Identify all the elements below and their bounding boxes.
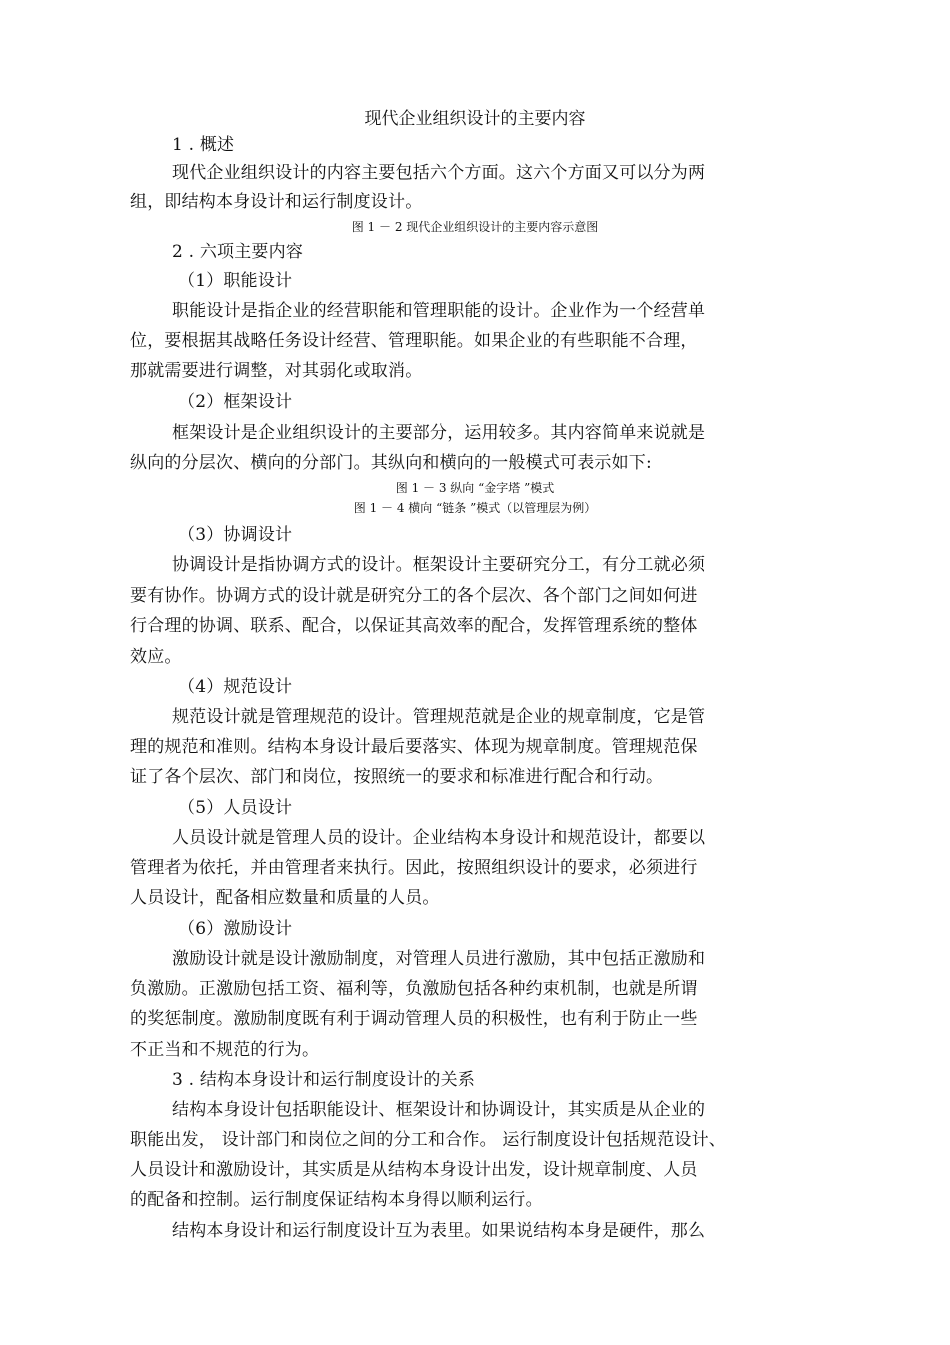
figure-caption-1-2: 图 1 － 2 现代企业组织设计的主要内容示意图 bbox=[351, 220, 599, 234]
paragraph-line: 不正当和不规范的行为。 bbox=[130, 1040, 320, 1060]
paragraph-line: 要有协作。协调方式的设计就是研究分工的各个层次、各个部门之间如何进 bbox=[130, 586, 698, 606]
paragraph-line: 规范设计就是管理规范的设计。管理规范就是企业的规章制度，它是管 bbox=[172, 707, 706, 727]
paragraph-line: 负激励。正激励包括工资、福利等，负激励包括各种约束机制，也就是所谓 bbox=[130, 979, 698, 999]
paragraph-line: 人员设计和激励设计，其实质是从结构本身设计出发，设计规章制度、人员 bbox=[130, 1160, 698, 1180]
paragraph-line: 激励设计就是设计激励制度，对管理人员进行激励，其中包括正激励和 bbox=[172, 949, 706, 969]
paragraph-line: 位，要根据其战略任务设计经营、管理职能。如果企业的有些职能不合理， bbox=[130, 331, 698, 351]
subsection-heading-norms: （4）规范设计 bbox=[178, 677, 293, 697]
document-title: 现代企业组织设计的主要内容 bbox=[364, 109, 586, 129]
paragraph-line: 行合理的协调、联系、配合，以保证其高效率的配合，发挥管理系统的整体 bbox=[130, 616, 698, 636]
figure-caption-1-4: 图 1 － 4 横向 “链条 ”模式（以管理层为例） bbox=[353, 501, 597, 515]
paragraph-line: 人员设计就是管理人员的设计。企业结构本身设计和规范设计，都要以 bbox=[172, 828, 706, 848]
subsection-heading-personnel: （5）人员设计 bbox=[178, 798, 293, 818]
paragraph-line: 职能出发， 设计部门和岗位之间的分工和合作。 运行制度设计包括规范设计、 bbox=[130, 1130, 727, 1150]
paragraph-line: 那就需要进行调整，对其弱化或取消。 bbox=[130, 361, 423, 381]
paragraph-line: 证了各个层次、部门和岗位，按照统一的要求和标准进行配合和行动。 bbox=[130, 767, 664, 787]
section-heading-six-items: 2 . 六项主要内容 bbox=[172, 242, 304, 262]
figure-caption-1-3: 图 1 － 3 纵向 “金字塔 ”模式 bbox=[395, 481, 555, 495]
paragraph-line: 的配备和控制。运行制度保证结构本身得以顺利运行。 bbox=[130, 1190, 543, 1210]
subsection-heading-coordination: （3）协调设计 bbox=[178, 525, 293, 545]
section-heading-overview: 1 . 概述 bbox=[172, 135, 235, 155]
paragraph-line: 现代企业组织设计的内容主要包括六个方面。这六个方面又可以分为两 bbox=[172, 163, 706, 183]
paragraph-line: 职能设计是指企业的经营职能和管理职能的设计。企业作为一个经营单 bbox=[172, 301, 706, 321]
subsection-heading-incentive: （6）激励设计 bbox=[178, 919, 293, 939]
subsection-heading-framework: （2）框架设计 bbox=[178, 392, 293, 412]
paragraph-line: 管理者为依托，并由管理者来执行。因此，按照组织设计的要求，必须进行 bbox=[130, 858, 698, 878]
paragraph-line: 组，即结构本身设计和运行制度设计。 bbox=[130, 192, 423, 212]
paragraph-line: 结构本身设计包括职能设计、框架设计和协调设计，其实质是从企业的 bbox=[172, 1100, 706, 1120]
section-heading-relationship: 3 . 结构本身设计和运行制度设计的关系 bbox=[172, 1070, 476, 1090]
paragraph-line: 纵向的分层次、横向的分部门。其纵向和横向的一般模式可表示如下: bbox=[130, 453, 652, 473]
paragraph-line: 结构本身设计和运行制度设计互为表里。如果说结构本身是硬件，那么 bbox=[172, 1221, 706, 1241]
subsection-heading-function: （1）职能设计 bbox=[178, 271, 293, 291]
paragraph-line: 理的规范和准则。结构本身设计最后要落实、体现为规章制度。管理规范保 bbox=[130, 737, 698, 757]
paragraph-line: 协调设计是指协调方式的设计。框架设计主要研究分工，有分工就必须 bbox=[172, 555, 706, 575]
paragraph-line: 效应。 bbox=[130, 647, 182, 667]
paragraph-line: 人员设计，配备相应数量和质量的人员。 bbox=[130, 888, 440, 908]
paragraph-line: 的奖惩制度。激励制度既有利于调动管理人员的积极性，也有利于防止一些 bbox=[130, 1009, 698, 1029]
paragraph-line: 框架设计是企业组织设计的主要部分，运用较多。其内容简单来说就是 bbox=[172, 423, 706, 443]
